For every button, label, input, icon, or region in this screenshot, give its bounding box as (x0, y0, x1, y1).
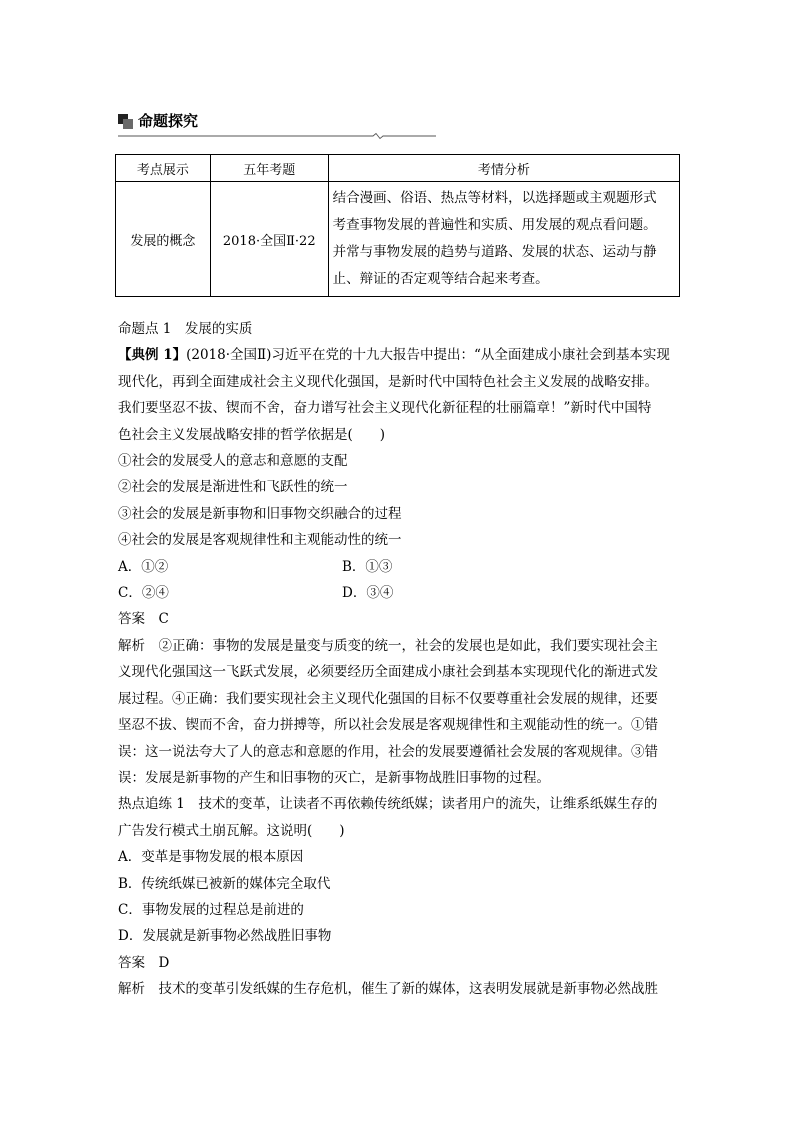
table-header-cell: 五年考题 (210, 155, 328, 182)
analysis-line: 坚忍不拔、锲而不舍，奋力拼搏等，所以社会发展是客观规律性和主观能动性的统一。①错 (118, 717, 658, 734)
analysis-line: 并常与事物发展的趋势与道路、发展的状态、运动与静 (332, 244, 657, 260)
option-d: D．③④ (342, 585, 394, 602)
exam-analysis-cell (328, 182, 679, 297)
example-tag: 【典例 1】 (118, 347, 187, 364)
exam-question-cell: 2018·全国Ⅱ·22 (210, 182, 328, 297)
section-title: 命题探究 (138, 112, 199, 130)
analysis-line: 解析 ②正确：事物的发展是量变与质变的统一，社会的发展也是如此，我们要实现社会主 (118, 637, 658, 654)
option-row (118, 554, 680, 580)
analysis-line: 误：这一说法夸大了人的意志和意愿的作用，社会的发展要遵循社会发展的客观规律。③错 (118, 743, 658, 760)
example-line: 色社会主义发展战略安排的哲学依据是( ) (118, 426, 386, 443)
analysis-line: 解析 技术的变革引发纸媒的生存危机，催生了新的媒体，这表明发展就是新事物必然战胜 (118, 981, 658, 998)
choice-item: B．传统纸媒已被新的媒体完全取代 (118, 875, 331, 892)
analysis-line: 结合漫画、俗语、热点等材料，以选择题或主观题形式 (332, 190, 657, 206)
statement-item: ④社会的发展是客观规律性和主观能动性的统一 (118, 532, 402, 549)
table-header-cell: 考点展示 (116, 155, 211, 182)
statement-item: ②社会的发展是渐进性和飞跃性的统一 (118, 479, 348, 496)
choice-item: D．发展就是新事物必然战胜旧事物 (118, 928, 332, 945)
example-line: 现代化，再到全面建成社会主义现代化强国，是新时代中国特色社会主义发展的战略安排。 (118, 373, 658, 390)
section-underline (118, 132, 436, 140)
statement-item: ③社会的发展是新事物和旧事物交织融合的过程 (118, 505, 402, 522)
practice-line: 热点追练 1 技术的变革，让读者不再依赖传统纸媒；读者用户的流失，让维系纸媒生存的 (118, 796, 658, 813)
choice-item: A．变革是事物发展的根本原因 (118, 849, 304, 866)
statement-item: ①社会的发展受人的意志和意愿的支配 (118, 453, 348, 470)
section-square-icon (118, 114, 133, 129)
analysis-line: 展过程。④正确：我们要实现社会主义现代化强国的目标不仅要尊重社会发展的规律，还要 (118, 690, 658, 707)
option-c: C．②④ (118, 585, 169, 602)
analysis-line: 义现代化强国这一飞跃式发展，必须要经历全面建成小康社会到基本实现现代化的渐进式发 (118, 664, 658, 681)
analysis-line: 考查事物发展的普遍性和实质、用发展的观点看问题。 (332, 217, 657, 233)
exam-point-cell: 发展的概念 (116, 182, 211, 297)
table-header-cell: 考情分析 (328, 155, 679, 182)
topic-heading: 命题点 1 发展的实质 (118, 321, 253, 337)
answer-line: 答案 D (118, 954, 170, 971)
table-row (116, 182, 680, 297)
content-body (118, 316, 680, 1003)
choice-item: C．事物发展的过程总是前进的 (118, 901, 304, 918)
practice-line: 广告发行模式土崩瓦解。这说明( ) (118, 822, 345, 839)
table-header-row (116, 155, 680, 182)
option-b: B．①③ (342, 558, 393, 575)
answer-line: 答案 C (118, 611, 169, 628)
section-header (118, 110, 436, 136)
analysis-line: 误：发展是新事物的产生和旧事物的灭亡，是新事物战胜旧事物的过程。 (118, 769, 550, 786)
option-a: A．①② (118, 558, 169, 575)
option-row (118, 580, 680, 606)
example-line: 我们要坚忍不拔、锲而不舍，奋力谱写社会主义现代化新征程的壮丽篇章！”新时代中国特 (118, 400, 652, 417)
example-line: 【典例 1】(2018·全国Ⅱ)习近平在党的十九大报告中提出：“从全面建成小康社会到基本实现 (118, 347, 670, 364)
analysis-line: 止、辩证的否定观等结合起来考查。 (332, 271, 549, 287)
exam-analysis-table (115, 154, 680, 297)
